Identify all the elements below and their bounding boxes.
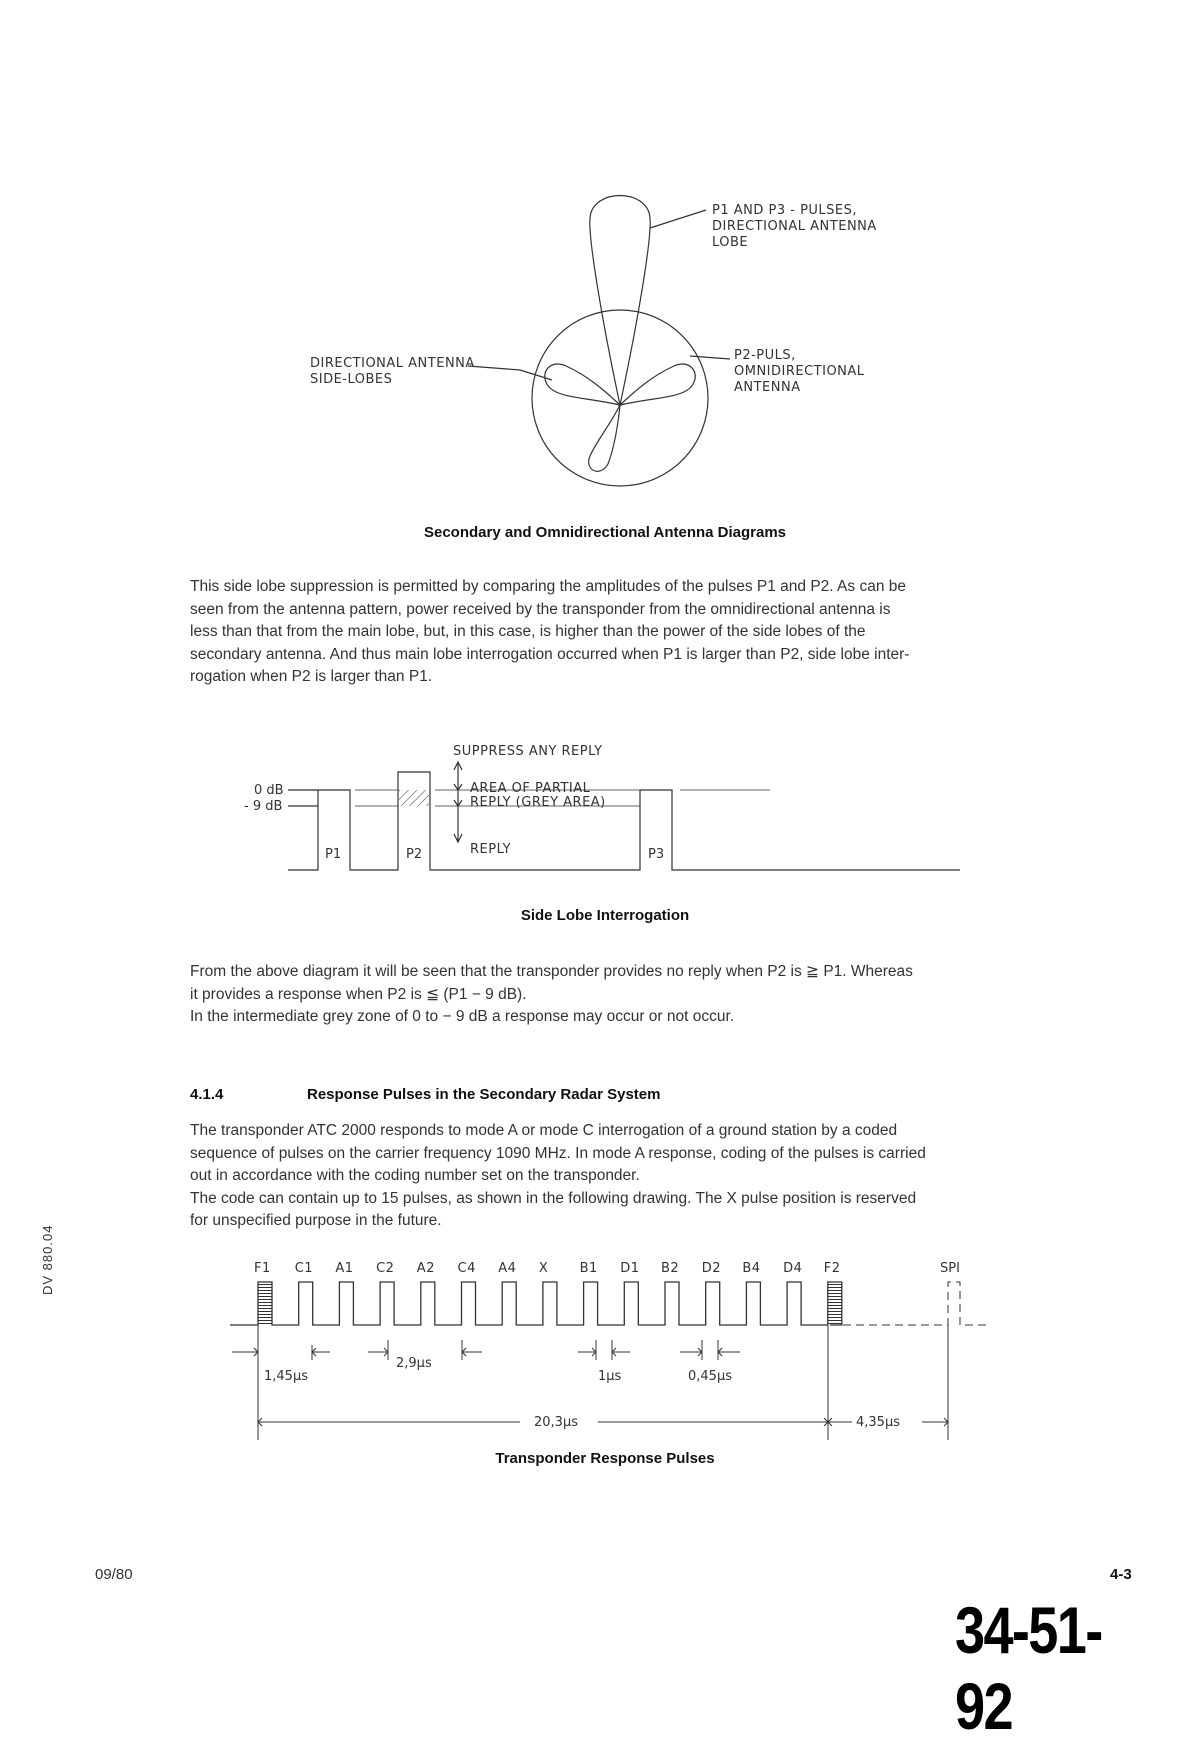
side-lobe-bottom (589, 405, 620, 471)
reply-label: REPLY (470, 842, 512, 857)
p3-label: P3 (648, 847, 665, 862)
paragraph-line: out in accordance with the coding number set on the transponder. (190, 1167, 640, 1184)
paragraph-line: rogation when P2 is larger than P1. (190, 668, 433, 685)
page-number: 4-3 (1110, 1566, 1132, 1583)
section-number: 4.1.4 (190, 1086, 224, 1103)
paragraph-line: The transponder ATC 2000 responds to mode A or mode C interrogation of a ground station by a coded (190, 1122, 898, 1139)
partial-reply-label-line-1: AREA OF PARTIAL (470, 781, 591, 796)
pulse-label: A2 (416, 1261, 435, 1276)
t-1-label: 1µs (598, 1369, 622, 1384)
side-document-code: DV 880.04 (40, 1224, 55, 1295)
pulse-label: B4 (742, 1261, 761, 1276)
paragraph-sls-explanation (190, 961, 1020, 1029)
antenna-diagram (0, 0, 1190, 560)
paragraph-line: From the above diagram it will be seen that the transponder provides no reply when P2 is ≧ P1. Whereas (190, 963, 913, 980)
t-2-9-label: 2,9µs (396, 1356, 432, 1371)
paragraph-line: for unspecified purpose in the future. (190, 1212, 442, 1229)
omni-label-line-3: ANTENNA (734, 380, 801, 395)
t-1-45-label: 1,45µs (264, 1369, 308, 1384)
paragraph-response-pulses (190, 1120, 1020, 1233)
pulse-label: B1 (579, 1261, 598, 1276)
side-lobes-label-line-1: DIRECTIONAL ANTENNA (310, 356, 475, 371)
pulse-label: A4 (498, 1261, 517, 1276)
partial-reply-label-line-2: REPLY (GREY AREA) (470, 795, 606, 810)
main-lobe-label-line-3: LOBE (712, 235, 749, 250)
t-0-45-label: 0,45µs (688, 1369, 732, 1384)
pulse-label: F1 (254, 1261, 271, 1276)
p2-label: P2 (406, 847, 423, 862)
suppress-any-reply-label: SUPPRESS ANY REPLY (453, 744, 603, 759)
side-lobe-right (620, 364, 695, 405)
zero-db-label: 0 dB (254, 783, 284, 798)
pulse-diagram-caption: Transponder Response Pulses (495, 1450, 715, 1467)
paragraph-line: In the intermediate grey zone of 0 to − 9 dB a response may occur or not occur. (190, 1008, 735, 1025)
spi-label: SPI (940, 1261, 960, 1276)
document-number: 34-51-92 (955, 1593, 1102, 1743)
paragraph-line: The code can contain up to 15 pulses, as shown in the following drawing. The X pulse position is reserved (190, 1189, 917, 1207)
transponder-pulse-diagram (0, 1250, 1190, 1470)
pulse-label: A1 (335, 1261, 354, 1276)
footer-date: 09/80 (95, 1566, 133, 1583)
main-lobe (590, 196, 650, 406)
pulse-label: X (538, 1261, 549, 1276)
paragraph-line: sequence of pulses on the carrier frequency 1090 MHz. In mode A response, coding of the pulses is carried (190, 1144, 926, 1162)
pulse-label: D2 (701, 1261, 721, 1276)
pulse-train (288, 772, 960, 870)
framing-pulse-fill (258, 1282, 272, 1325)
section-title: Response Pulses in the Secondary Radar System (307, 1086, 661, 1103)
partial-reply-hatch (399, 790, 429, 806)
minus-9db-label: - 9 dB (244, 799, 283, 814)
framing-pulse-fill (828, 1282, 842, 1325)
paragraph-line: less than that from the main lobe, but, in this case, is higher than the power of the side lobes of the (190, 623, 866, 640)
paragraph-side-lobe-suppression (190, 576, 1020, 689)
pulse-label: F2 (823, 1261, 841, 1276)
antenna-diagram-caption: Secondary and Omnidirectional Antenna Diagrams (423, 524, 787, 541)
paragraph-line: seen from the antenna pattern, power received by the transponder from the omnidirectional antenna is (190, 600, 891, 618)
paragraph-line: it provides a response when P2 is ≦ (P1 − 9 dB). (190, 985, 527, 1003)
paragraph-line: This side lobe suppression is permitted by comparing the amplitudes of the pulses P1 and P2. As can be (190, 578, 906, 595)
main-lobe-label-line-2: DIRECTIONAL ANTENNA (712, 219, 877, 234)
t-20-3-label: 20,3µs (534, 1415, 578, 1430)
sls-diagram-caption: Side Lobe Interrogation (520, 907, 690, 924)
side-lobe-interrogation-diagram (0, 740, 1190, 920)
pulse-label: B2 (661, 1261, 680, 1276)
omni-label-line-2: OMNIDIRECTIONAL (734, 364, 865, 379)
pulse-label: C1 (294, 1261, 314, 1276)
pulse-label: D4 (783, 1261, 803, 1276)
response-pulse-train (230, 1282, 842, 1325)
pulse-label: C4 (457, 1261, 476, 1276)
p1-label: P1 (325, 847, 342, 862)
omni-label-line-1: P2-PULS, (734, 348, 796, 363)
side-lobe-left (545, 364, 620, 405)
spi-pulse (830, 1282, 990, 1325)
omni-pattern-circle (532, 310, 708, 486)
t-4-35-label: 4,35µs (856, 1415, 900, 1430)
paragraph-line: secondary antenna. And thus main lobe interrogation occurred when P1 is larger than P2, side lobe inter- (190, 645, 910, 663)
pulse-label: D1 (620, 1261, 640, 1276)
main-lobe-label-line-1: P1 AND P3 - PULSES, (712, 203, 858, 218)
pulse-label: C2 (376, 1261, 395, 1276)
side-lobes-label-line-2: SIDE-LOBES (310, 372, 393, 387)
